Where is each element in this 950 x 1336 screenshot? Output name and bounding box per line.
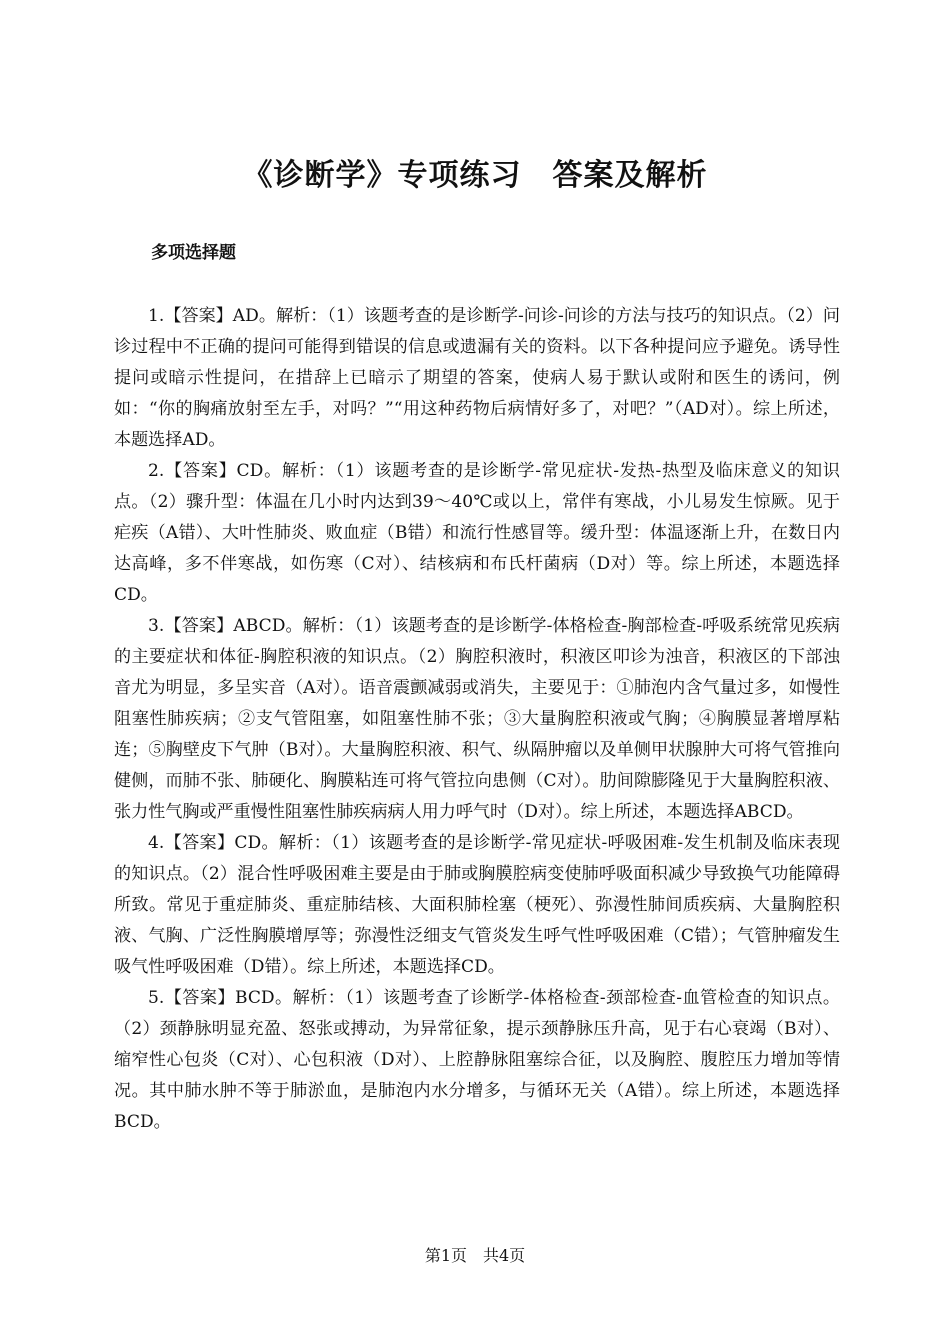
answer-paragraph-3: 3.【答案】ABCD。解析：（1）该题考查的是诊断学-体格检查-胸部检查-呼吸系统常见疾病的主要症状和体征-胸腔积液的知识点。（2）胸腔积液时，积液区叩诊为浊音，积液区的下部浊音尤为明显，多呈实音（A对）。语音震颤减弱或消失，主要见于：①肺泡内含气量过多，如慢性阻塞性肺疾病；②支气管阻塞，如阻塞性肺不张；③大量胸腔积液或气胸；④胸膜显著增厚粘连；⑤胸壁皮下气肿（B对）。大量胸腔积液、积气、纵隔肿瘤以及单侧甲状腺肿大可将气管推向健侧，而肺不张、肺硬化、胸膜粘连可将气管拉向患侧（C对）。肋间隙膨隆见于大量胸腔积液、张力性气胸或严重慢性阻塞性肺疾病病人用力呼气时（D对）。综上所述，本题选择ABCD。 (114, 616, 840, 822)
answer-paragraph-4: 4.【答案】CD。解析：（1）该题考查的是诊断学-常见症状-呼吸困难-发生机制及临床表现的知识点。（2）混合性呼吸困难主要是由于肺或胸膜腔病变使肺呼吸面积减少导致换气功能障碍所致。常见于重症肺炎、重症肺结核、大面积肺栓塞（梗死）、弥漫性肺间质疾病、大量胸腔积液、气胸、广泛性胸膜增厚等；弥漫性泛细支气管炎发生呼气性呼吸困难（C错）；气管肿瘤发生吸气性呼吸困难（D错）。综上所述，本题选择CD。 (114, 833, 840, 977)
answer-paragraph-5: 5.【答案】BCD。解析：（1）该题考查了诊断学-体格检查-颈部检查-血管检查的知识点。（2）颈静脉明显充盈、怒张或搏动，为异常征象，提示颈静脉压升高，见于右心衰竭（B对）、缩窄性心包炎（C对）、心包积液（D对）、上腔静脉阻塞综合征，以及胸腔、腹腔压力增加等情况。其中肺水肿不等于肺淤血，是肺泡内水分增多，与循环无关（A错）。综上所述，本题选择BCD。 (114, 988, 840, 1132)
page-footer: 第1页 共4页 (424, 1246, 526, 1265)
page-title: 《诊断学》专项练习 答案及解析 (242, 158, 708, 193)
answer-list (114, 301, 840, 1138)
answer-paragraph-2: 2.【答案】CD。解析：（1）该题考查的是诊断学-常见症状-发热-热型及临床意义的知识点。（2）骤升型：体温在几小时内达到39～40℃或以上，常伴有寒战，小儿易发生惊厥。见于疟疾（A错）、大叶性肺炎、败血症（B错）和流行性感冒等。缓升型：体温逐渐上升，在数日内达高峰，多不伴寒战，如伤寒（C对）、结核病和布氏杆菌病（D对）等。综上所述，本题选择CD。 (114, 461, 840, 605)
answer-paragraph-1: 1.【答案】AD。解析：（1）该题考查的是诊断学-问诊-问诊的方法与技巧的知识点。（2）问诊过程中不正确的提问可能得到错误的信息或遗漏有关的资料。以下各种提问应予避免。诱导性提问或暗示性提问，在措辞上已暗示了期望的答案，使病人易于默认或附和医生的诱问，例如：“你的胸痛放射至左手，对吗？”“用这种药物后病情好多了，对吧？”（AD对）。综上所述，本题选择AD。 (114, 306, 840, 450)
section-heading: 多项选择题 (151, 243, 236, 263)
